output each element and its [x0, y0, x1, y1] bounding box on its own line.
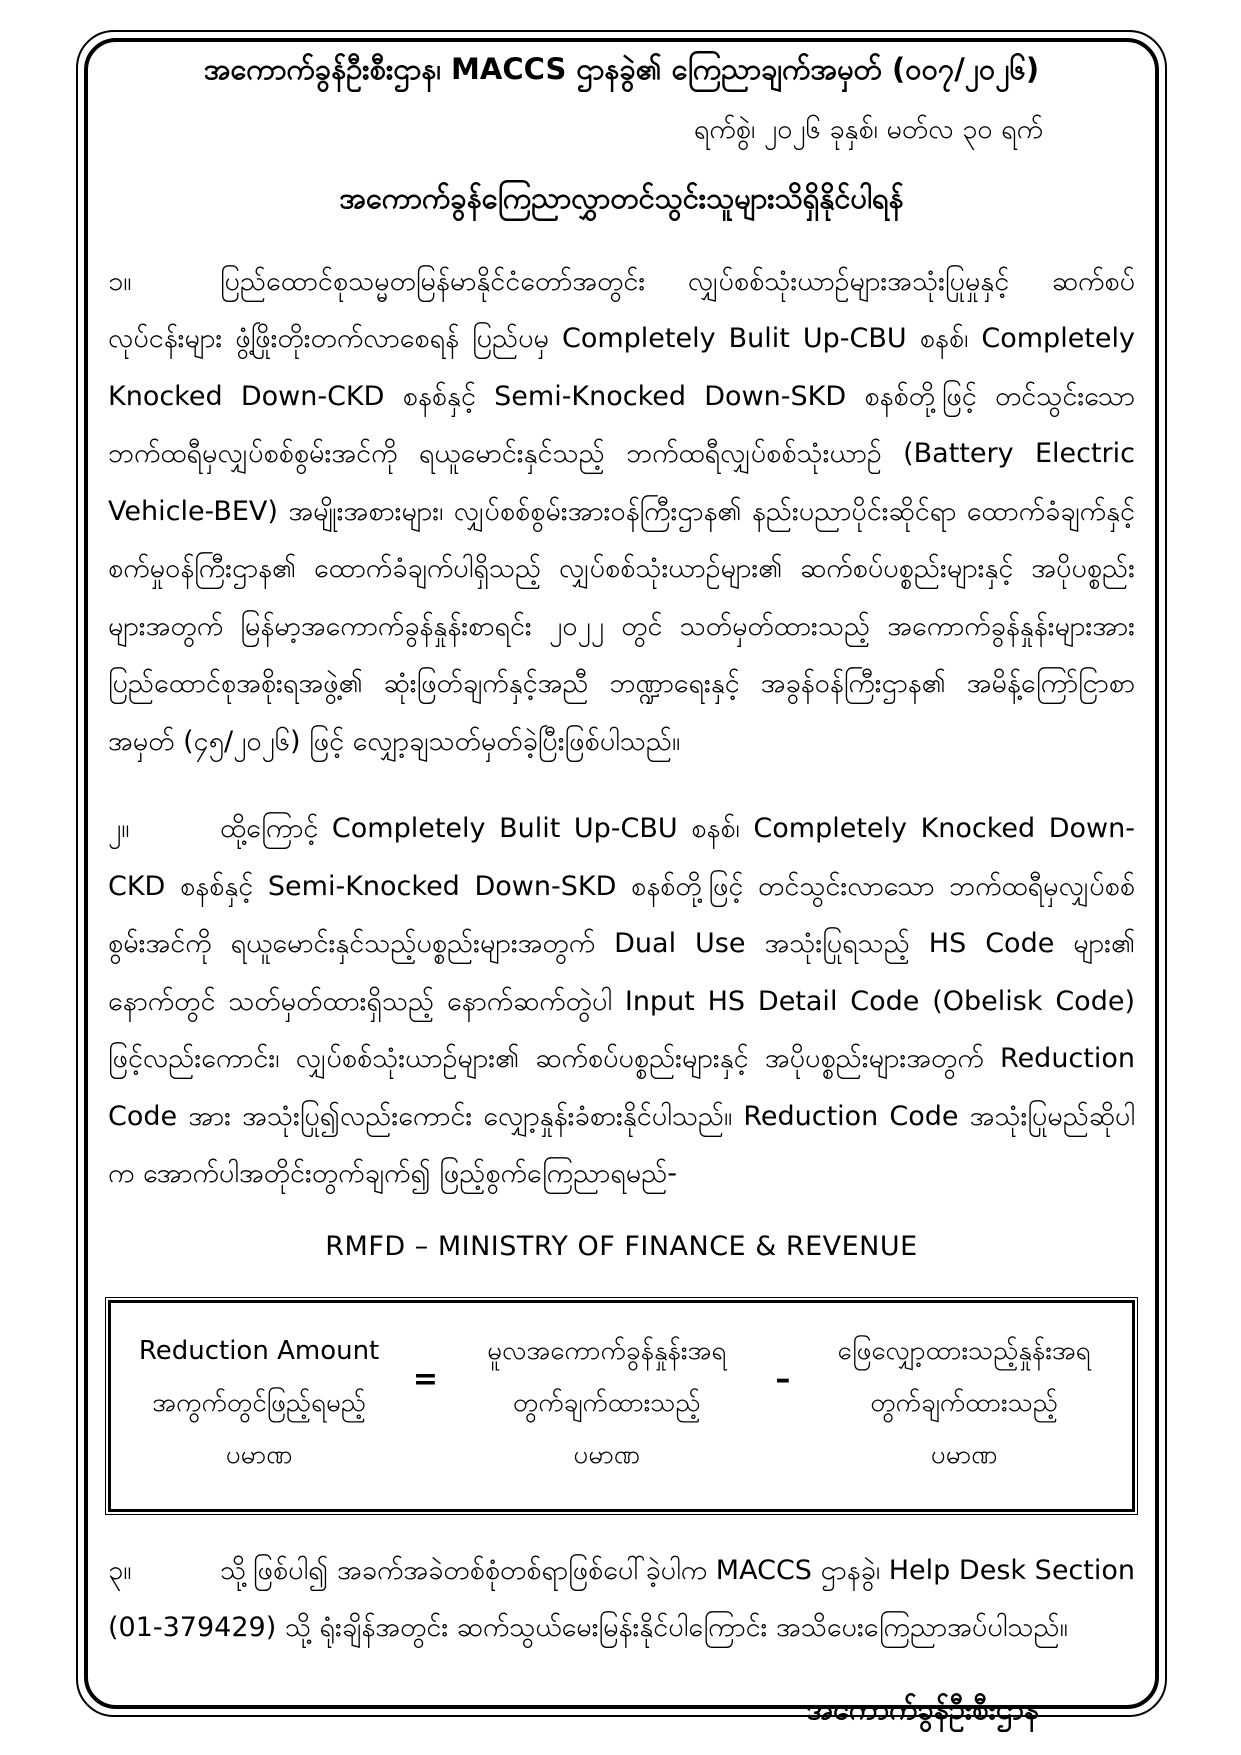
paragraph-3-number: ၃။	[108, 1554, 132, 1586]
paragraph-1-text: ပြည်ထောင်စုသမ္မတမြန်မာနိုင်ငံတော်အတွင်း လျှပ်စစ်သုံးယာဉ်များအသုံးပြုမှုနှင့် ဆက်စပ် လုပ်ငန်းများ ဖွံ့ဖြိုးတိုးတက်လာစေရန် ပြည်ပမှ Completely Bulit Up-CBU စနစ်၊ Completely Knocked Down-CKD စနစ်နှင့် Semi-Knocked Down-SKD စနစ်တို့ဖြင့် တင်သွင်းသော ဘက်ထရီမှလျှပ်စစ်စွမ်းအင်ကို ရယူမောင်းနှင်သည့် ဘက်ထရီလျှပ်စစ်သုံးယာဉ် (Battery Electric Vehicle-BEV) အမျိုးအစားများ၊ လျှပ်စစ်စွမ်းအားဝန်ကြီးဌာန၏ နည်းပညာပိုင်းဆိုင်ရာ ထောက်ခံချက်နှင့် စက်မှုဝန်ကြီးဌာန၏ ထောက်ခံချက်ပါရှိသည့် လျှပ်စစ်သုံးယာဉ်များ၏ ဆက်စပ်ပစ္စည်းများနှင့် အပိုပစ္စည်းများအတွက် မြန်မာ့အကောက်ခွန်နှုန်းစာရင်း ၂၀၂၂ တွင် သတ်မှတ်ထားသည့် အကောက်ခွန်နှုန်းများအား ပြည်ထောင်စုအစိုးရအဖွဲ့၏ ဆုံးဖြတ်ချက်နှင့်အညီ ဘဏ္ဍာရေးနှင့် အခွန်ဝန်ကြီးဌာန၏ အမိန့်ကြော်ငြာစာအမှတ် (၄၅/၂၀၂၆) ဖြင့် လျှော့ချသတ်မှတ်ခဲ့ပြီးဖြစ်ပါသည်။	[108, 265, 1135, 757]
formula-original-line3: ပမာဏ	[573, 1439, 640, 1470]
equals-sign: =	[412, 1362, 438, 1397]
paragraph-2-number: ၂။	[108, 813, 130, 844]
document-subtitle: အကောက်ခွန်ကြေညာလွှာတင်သွင်းသူများသိရှိနိုင်ပါရန်	[339, 180, 904, 215]
formula-original-line2: တွက်ချက်ထားသည့်	[512, 1387, 701, 1418]
formula-reduced-column	[810, 1325, 1118, 1481]
formula-original-line1: မူလအကောက်ခွန်နှုန်းအရ	[487, 1335, 727, 1366]
issuing-department-signature: အကောက်ခွန်ဦးစီးဌာန	[806, 1691, 1039, 1726]
formula-reduced-line3: ပမာဏ	[930, 1439, 998, 1470]
date-line: ရက်စွဲ၊ ၂၀၂၆ ခုနှစ်၊ မတ်လ ၃၀ ရက်	[693, 113, 1043, 145]
document-title: အကောက်ခွန်ဦးစီးဌာန၊ MACCS ဌာနခွဲ၏ ကြေညာချက်အမှတ် (၀၀၇/၂၀၂၆)	[203, 52, 1040, 86]
paragraph-3	[108, 1542, 1135, 1657]
formula-reduced-line2: တွက်ချက်ထားသည့်	[870, 1387, 1058, 1418]
minus-sign: –	[775, 1362, 791, 1397]
paragraph-2-text: ထို့ကြောင့် Completely Bulit Up-CBU စနစ်၊ Completely Knocked Down-CKD စနစ်နှင့် Semi-Knocked Down-SKD စနစ်တို့ဖြင့် တင်သွင်းလာသော ဘက်ထရီမှလျှပ်စစ် စွမ်းအင်ကို ရယူမောင်းနှင်သည့်ပစ္စည်းများအတွက် Dual Use အသုံးပြုရသည့် HS Code များ၏ နောက်တွင် သတ်မှတ်ထားရှိသည့် နောက်ဆက်တွဲပါ Input HS Detail Code (Obelisk Code) ဖြင့်လည်းကောင်း၊ လျှပ်စစ်သုံးယာဉ်များ၏ ဆက်စပ်ပစ္စည်းများနှင့် အပိုပစ္စည်းများအတွက် Reduction Code အား အသုံးပြု၍လည်းကောင်း လျှော့နှုန်းခံစားနိုင်ပါသည်။ Reduction Code အသုံးပြုမည်ဆိုပါက အောက်ပါအတိုင်းတွက်ချက်၍ ဖြည့်စွက်ကြေညာရမည်-	[108, 813, 1135, 1189]
formula-original-column	[458, 1325, 756, 1481]
formula-result-line2: အကွက်တွင်ဖြည့်ရမည့်	[152, 1387, 366, 1418]
reduction-formula-box	[108, 1300, 1135, 1512]
paragraph-1-number: ၁။	[108, 265, 132, 297]
document-body	[108, 48, 1135, 1734]
rmfd-heading: RMFD – MINISTRY OF FINANCE & REVENUE	[325, 1230, 918, 1262]
formula-reduced-line1: ဖြေလျှော့ထားသည့်နှုန်းအရ	[837, 1335, 1091, 1366]
paragraph-1	[108, 253, 1135, 771]
formula-result-line3: ပမာဏ	[225, 1439, 293, 1470]
paragraph-2	[108, 800, 1135, 1203]
paragraph-3-text: သို့ဖြစ်ပါ၍ အခက်အခဲတစ်စုံတစ်ရာဖြစ်ပေါ်ခဲ့ပါက MACCS ဌာနခွဲ၊ Help Desk Section (01-379429) သို့ ရုံးချိန်အတွင်း ဆက်သွယ်မေးမြန်းနိုင်ပါကြောင်း အသိပေးကြေညာအပ်ပါသည်။	[108, 1554, 1135, 1643]
formula-result-column	[125, 1325, 393, 1481]
formula-result-line1: Reduction Amount	[138, 1335, 380, 1366]
